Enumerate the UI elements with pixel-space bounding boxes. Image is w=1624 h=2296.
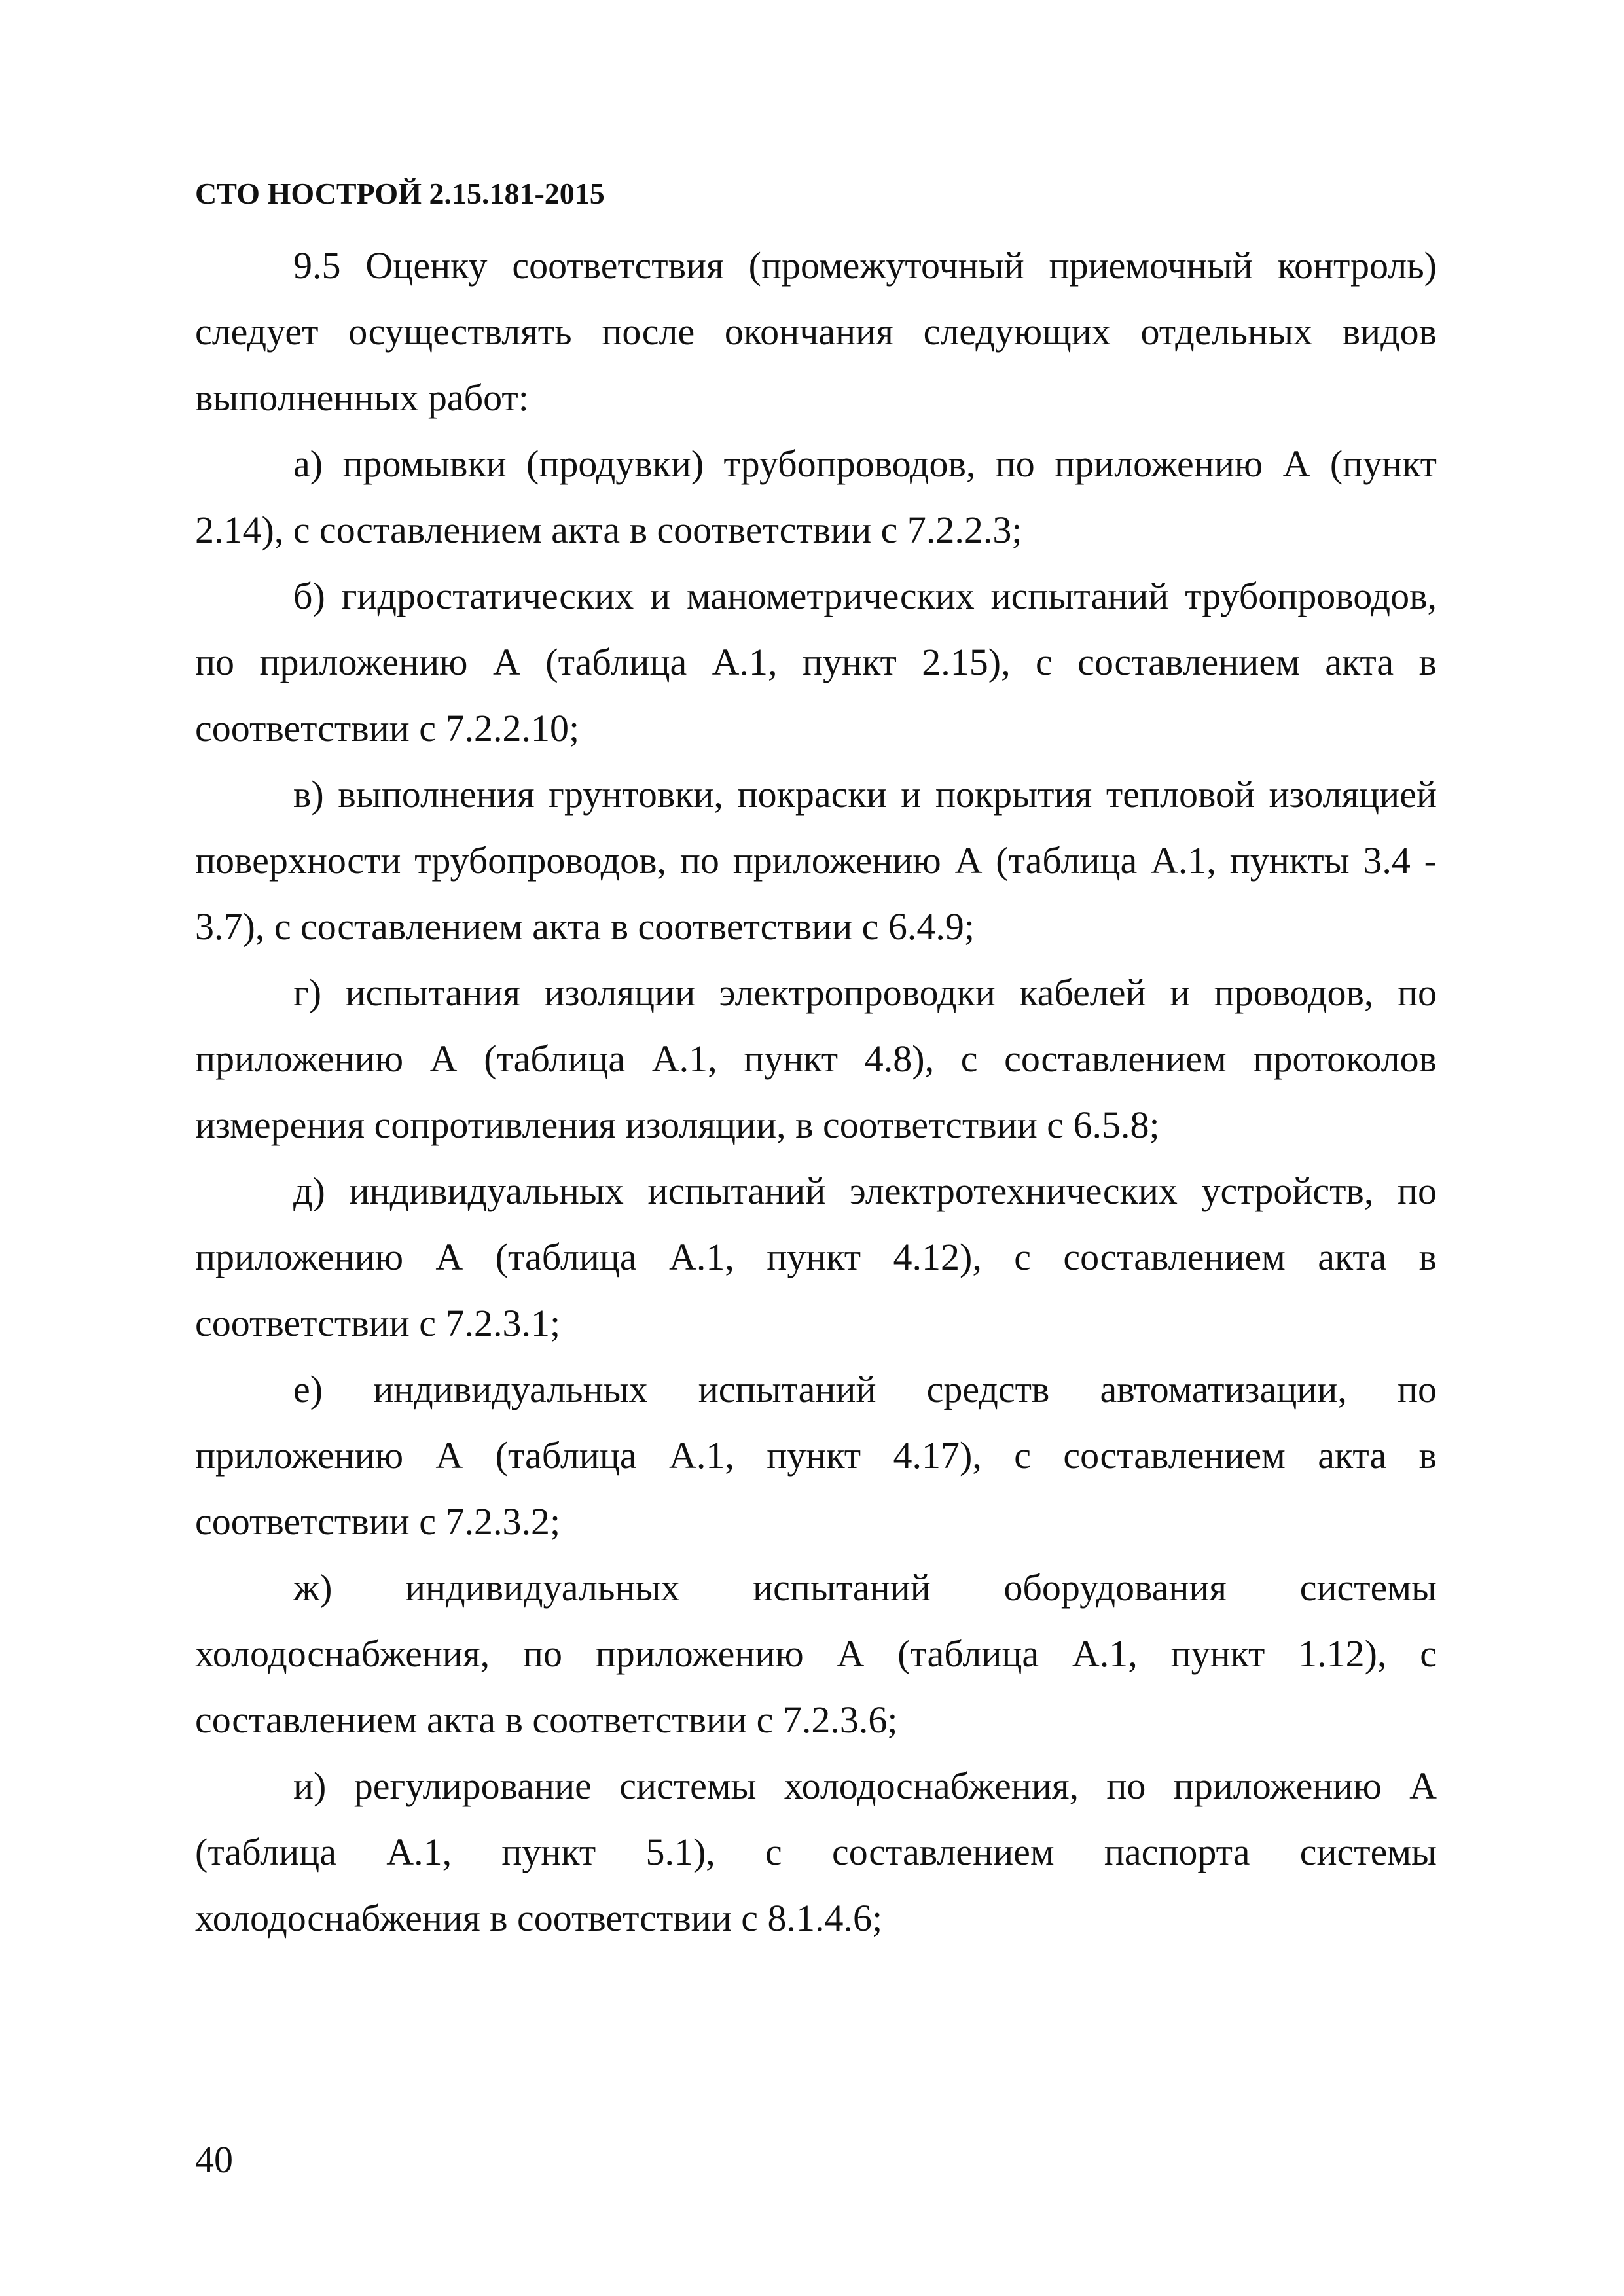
section-body xyxy=(195,232,1437,1951)
list-item-v: в) выполнения грунтовки, покраски и покрытия тепловой изоляцией поверхности трубопроводов, по приложению А (таблица А.1, пункты 3.4 - 3.7), с составлением акта в соответствии с 6.4.9; xyxy=(195,773,1437,948)
page-number: 40 xyxy=(195,2138,233,2181)
list-item-zh: ж) индивидуальных испытаний оборудования системы холодоснабжения, по приложению А (таблица А.1, пункт 1.12), с составлением акта в соответствии с 7.2.3.6; xyxy=(195,1566,1437,1741)
list-item-i: и) регулирование системы холодоснабжения, по приложению А (таблица А.1, пункт 5.1), с составлением паспорта системы холодоснабжения в соответствии с 8.1.4.6; xyxy=(195,1765,1437,1939)
list-item-e: е) индивидуальных испытаний средств автоматизации, по приложению А (таблица А.1, пункт 4.17), с составлением акта в соответствии с 7.2.3.2; xyxy=(195,1368,1437,1543)
list-item-b: б) гидростатических и манометрических испытаний трубопроводов, по приложению А (таблица А.1, пункт 2.15), с составлением акта в соответствии с 7.2.2.10; xyxy=(195,575,1437,749)
paragraph-9-5: 9.5 Оценку соответствия (промежуточный приемочный контроль) следует осуществлять после окончания следующих отдельных видов выполненных работ: xyxy=(195,244,1437,419)
document-code-header: СТО НОСТРОЙ 2.15.181-2015 xyxy=(195,177,605,210)
list-item-a: а) промывки (продувки) трубопроводов, по приложению А (пункт 2.14), с составлением акта в соответствии с 7.2.2.3; xyxy=(195,442,1437,551)
list-item-d: д) индивидуальных испытаний электротехнических устройств, по приложению А (таблица А.1, пункт 4.12), с составлением акта в соответствии с 7.2.3.1; xyxy=(195,1170,1437,1344)
list-item-g: г) испытания изоляции электропроводки кабелей и проводов, по приложению А (таблица А.1, пункт 4.8), с составлением протоколов измерения сопротивления изоляции, в соответствии с 6.5.8; xyxy=(195,971,1437,1146)
